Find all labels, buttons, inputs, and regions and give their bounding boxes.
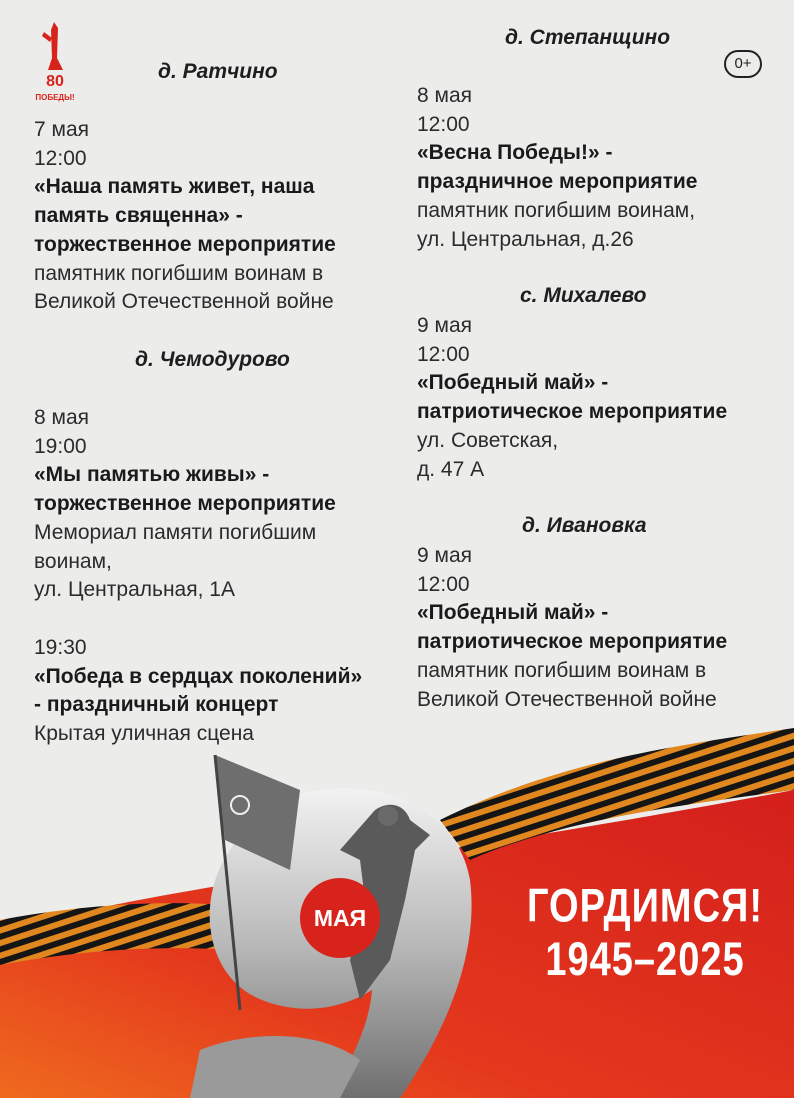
event-date: 8 мая: [417, 84, 473, 107]
event-title-line: память священна» -: [34, 204, 243, 228]
may-badge: МАЯ: [300, 878, 380, 958]
event-time: 12:00: [417, 572, 470, 596]
village-chemodurovo: д. Чемодурово: [135, 348, 290, 371]
event-chemodurovo-concert: [34, 634, 362, 749]
slogan-block: [520, 880, 770, 988]
event-place-line: ул. Советская,: [417, 428, 559, 452]
event-title-line: «Наша память живет, наша: [34, 175, 315, 199]
event-title-line: - праздничный концерт: [34, 693, 279, 717]
event-title-line: «Мы памятью живы» -: [34, 463, 270, 487]
event-date: 9 мая: [417, 544, 473, 567]
event-title-line: «Победный май» -: [417, 601, 609, 625]
event-title-line: патриотическое мероприятие: [417, 630, 728, 654]
village-mikhalevo: с. Михалево: [520, 284, 647, 307]
event-title-line: «Победный май» -: [417, 371, 609, 395]
event-title-line: торжественное мероприятие: [34, 492, 336, 516]
logo-text: ПОБЕДЫ!: [35, 93, 75, 102]
logo-number: 80: [46, 73, 64, 90]
victory-80-logo: [30, 18, 80, 104]
event-time: 12:00: [417, 342, 470, 366]
village-ivanovka: д. Ивановка: [522, 514, 647, 537]
age-rating-badge: 0+: [724, 50, 762, 78]
slogan-text: ГОРДИМСЯ!: [527, 880, 763, 933]
event-ratchino: [34, 116, 336, 317]
event-date: 7 мая: [34, 118, 90, 141]
event-place-line: памятник погибшим воинам в: [34, 261, 324, 285]
event-date: 9 мая: [417, 314, 473, 337]
event-place-line: воинам,: [34, 549, 112, 573]
years-text: 1945–2025: [545, 933, 745, 987]
event-date: 8 мая: [34, 406, 90, 429]
event-title-line: праздничное мероприятие: [417, 170, 698, 194]
event-time: 12:00: [417, 112, 470, 136]
event-place-line: Мемориал памяти погибшим: [34, 520, 317, 544]
event-title-line: патриотическое мероприятие: [417, 400, 728, 424]
event-mikhalevo: [417, 312, 727, 484]
village-ratchino: д. Ратчино: [158, 60, 278, 83]
event-time: 19:00: [34, 434, 87, 458]
event-stepanshchino: [417, 82, 697, 254]
event-title-line: торжественное мероприятие: [34, 232, 336, 256]
event-place-line: ул. Центральная, 1А: [34, 578, 235, 602]
event-chemodurovo: [34, 404, 336, 605]
event-place-line: Великой Отечественной войне: [34, 290, 334, 314]
event-place-line: Великой Отечественной войне: [417, 687, 717, 711]
event-time: 19:30: [34, 636, 87, 659]
event-place-line: ул. Центральная, д.26: [417, 227, 634, 251]
event-time: 12:00: [34, 146, 87, 170]
event-place-line: памятник погибшим воинам в: [417, 658, 707, 682]
event-ivanovka: [417, 542, 727, 714]
event-place-line: д. 47 А: [417, 457, 485, 481]
village-stepanshchino: д. Степанщино: [505, 26, 671, 49]
event-place-line: памятник погибшим воинам,: [417, 198, 696, 222]
event-place-line: Крытая уличная сцена: [34, 722, 254, 746]
event-title-line: «Победа в сердцах поколений»: [34, 664, 363, 688]
event-title-line: «Весна Победы!» -: [417, 141, 613, 165]
